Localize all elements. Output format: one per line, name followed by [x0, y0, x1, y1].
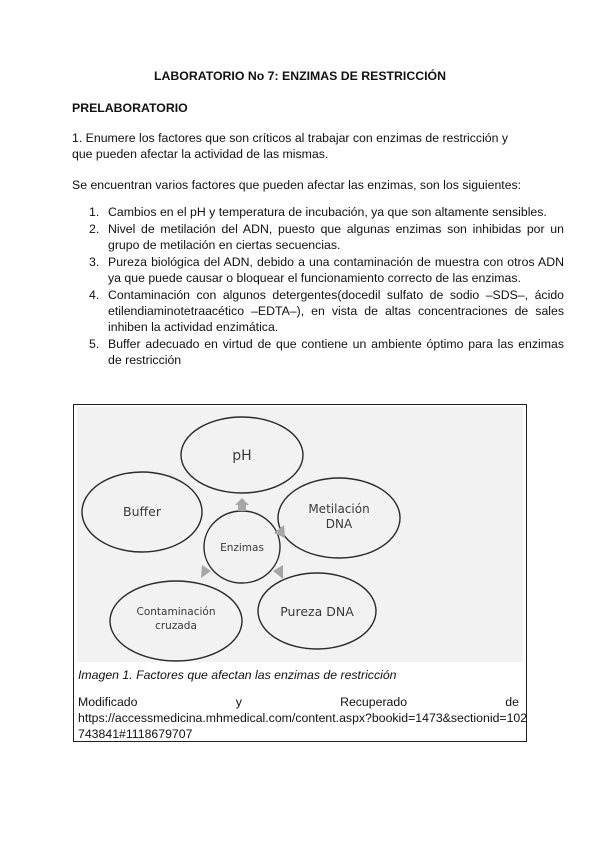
source-word: Recuperado — [340, 695, 408, 709]
figure-source — [78, 694, 528, 742]
arrow-down-right-icon — [273, 565, 283, 579]
metilacion-label-2: DNA — [325, 517, 353, 531]
figure-box — [73, 404, 527, 742]
list-item-text: Buffer adecuado en virtud de que contiene un ambiente óptimo para las enzimas de restricción — [108, 337, 564, 367]
list-item — [89, 221, 564, 253]
factors-list — [72, 204, 564, 369]
metilacion-label-1: Metilación — [308, 502, 370, 516]
list-item-number: 4. — [89, 288, 100, 302]
list-item-text: Contaminación con algunos detergentes(docedil sulfato de sodio –SDS–, ácido etilendiaminotetraacético –EDTA–), en vista de altas concentraciones de sales inhiben la actividad enzimática. — [108, 288, 564, 334]
list-item — [89, 254, 564, 286]
list-item — [89, 336, 564, 368]
list-item-text: Nivel de metilación del ADN, puesto que algunas enzimas son inhibidas por un grupo de metilación en ciertas secuencias. — [108, 222, 564, 252]
list-item-number: 2. — [89, 222, 100, 236]
document-title: LABORATORIO No 7: ENZIMAS DE RESTRICCIÓN — [154, 69, 446, 83]
section-heading: PRELABORATORIO — [72, 101, 188, 115]
list-item-text: Pureza biológica del ADN, debido a una contaminación de muestra con otros ADN ya que puede causar o bloquear el funcionamiento correcto de las enzimas. — [108, 255, 564, 285]
contaminacion-label-2: cruzada — [155, 620, 197, 632]
source-word: y — [235, 695, 242, 709]
source-word: Modificado — [78, 695, 138, 709]
ph-label: pH — [232, 448, 252, 464]
intro-text: Se encuentran varios factores que pueden afectar las enzimas, son los siguientes: — [72, 178, 522, 192]
list-item-number: 5. — [89, 337, 100, 351]
buffer-label: Buffer — [123, 504, 161, 519]
source-url-line-2: 743841#1118679707 — [78, 727, 193, 741]
list-item-number: 3. — [89, 255, 100, 269]
factors-diagram — [77, 407, 523, 662]
list-item-number: 1. — [89, 205, 100, 219]
source-url-line-1: https://accessmedicina.mhmedical.com/content.aspx?bookid=1473&sectionid=102 — [78, 711, 528, 725]
diagram-svg — [77, 407, 523, 662]
list-item-text: Cambios en el pH y temperatura de incubación, ya que son altamente sensibles. — [108, 205, 547, 219]
list-item — [89, 204, 564, 220]
source-line — [78, 694, 519, 710]
figure-caption: Imagen 1. Factores que afectan las enzimas de restricción — [78, 668, 397, 682]
list-item — [89, 287, 564, 335]
pureza-label: Pureza DNA — [280, 604, 354, 619]
question-text: 1. Enumere los factores que son críticos al trabajar con enzimas de restricción y que pueden afectar la actividad de las mismas. — [72, 131, 509, 161]
contaminacion-label-1: Contaminación — [136, 606, 216, 618]
source-word: de — [505, 695, 519, 709]
center-label: Enzimas — [220, 542, 264, 554]
arrow-up-icon — [235, 498, 249, 511]
